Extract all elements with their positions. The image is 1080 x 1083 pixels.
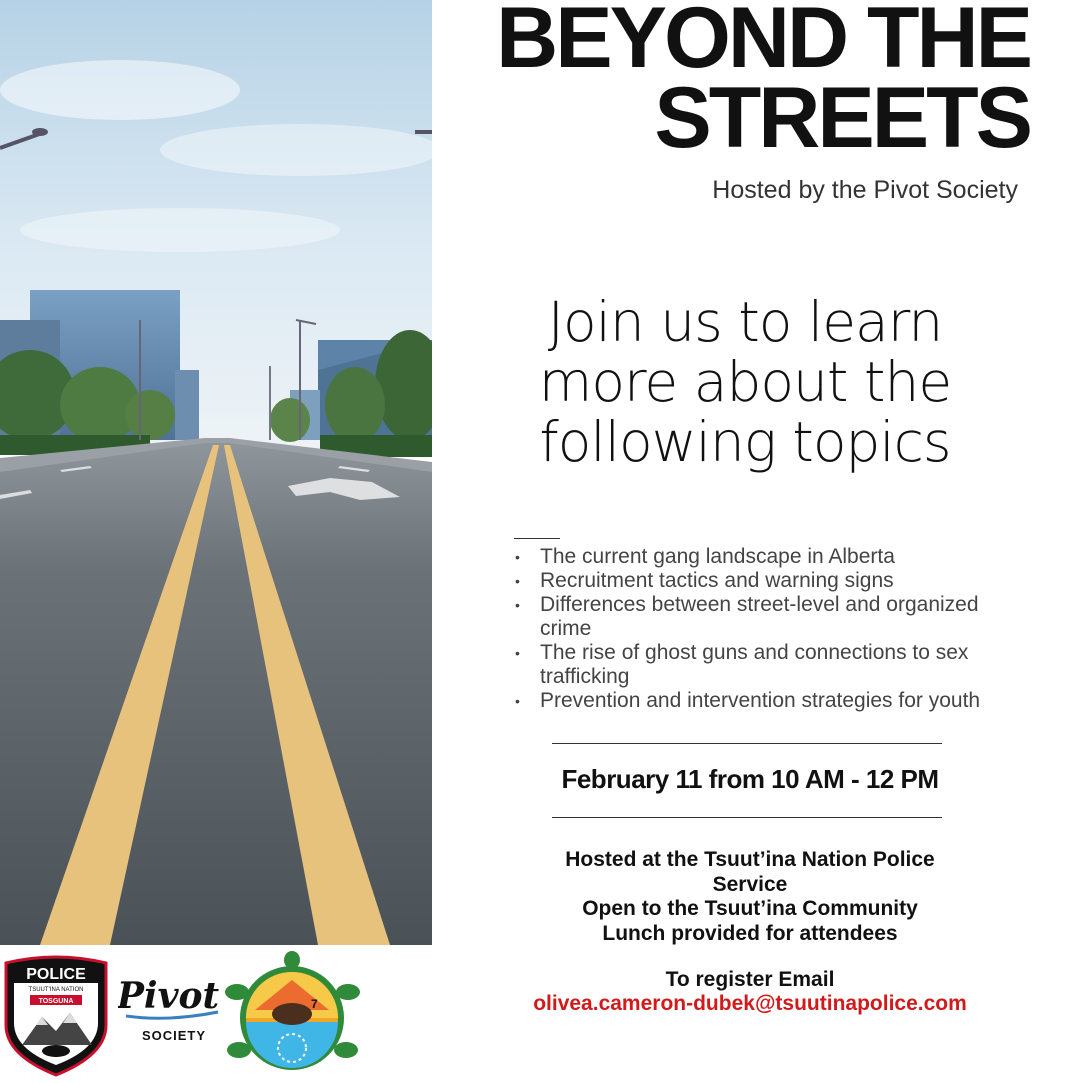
register-label: To register Email [665,968,835,991]
topic-item [512,641,1012,689]
topic-text: Differences between street-level and organized crime [540,593,979,640]
svg-text:Pivot: Pivot [118,975,220,1017]
bullet-icon: • [515,645,520,661]
event-info [510,848,990,946]
topic-text: Recruitment tactics and warning signs [540,569,894,592]
topic-text: The rise of ghost guns and connections to sex trafficking [540,641,969,688]
topic-item [512,545,1012,569]
road-photo [0,0,432,945]
bullet-icon: • [515,549,520,565]
email-link[interactable]: olivea.cameron-dubek@tsuutinapolice.com [533,992,967,1015]
topic-text: Prevention and intervention strategies for youth [540,689,981,712]
topics-list [512,545,1012,713]
divider-bottom [552,817,942,818]
road-illustration [0,0,432,945]
svg-text:7: 7 [311,997,318,1011]
audience-text: Open to the Tsuut’ina Community [582,897,918,920]
bullet-icon: • [515,597,520,613]
intro-line-2: more about the [538,350,952,414]
intro-line-1: Join us to learn [547,290,943,354]
subtitle: Hosted by the Pivot Society [712,176,1018,204]
topic-item [512,593,1012,641]
page-title [390,0,1030,166]
topic-item [512,689,1012,713]
topic-item [512,569,1012,593]
title-line-1: BEYOND THE [496,0,1030,86]
location-line-2: Service [712,872,788,896]
topic-text: The current gang landscape in Alberta [540,545,895,568]
divider-top [552,743,942,744]
bullet-icon: • [515,693,520,709]
pivot-society-logo [118,970,224,1050]
location-line-1: Hosted at the Tsuut’ina Nation Police [565,848,935,871]
svg-text:SOCIETY: SOCIETY [141,1028,207,1043]
tsuutina-turtle-logo [225,950,360,1078]
svg-text:TOSGUNA: TOSGUNA [38,998,74,1005]
svg-text:TSUUT’INA NATION: TSUUT’INA NATION [28,987,84,993]
intro-heading [490,292,1000,472]
svg-text:POLICE: POLICE [26,966,86,983]
registration [496,968,1004,1016]
bullet-icon: • [515,573,520,589]
police-badge-logo [2,955,110,1077]
intro-line-3: following topics [539,410,951,474]
event-date: February 11 from 10 AM - 12 PM [561,764,939,794]
short-divider [514,538,560,539]
lunch-text: Lunch provided for attendees [602,921,898,945]
title-line-2: STREETS [654,70,1030,166]
road [0,440,432,945]
